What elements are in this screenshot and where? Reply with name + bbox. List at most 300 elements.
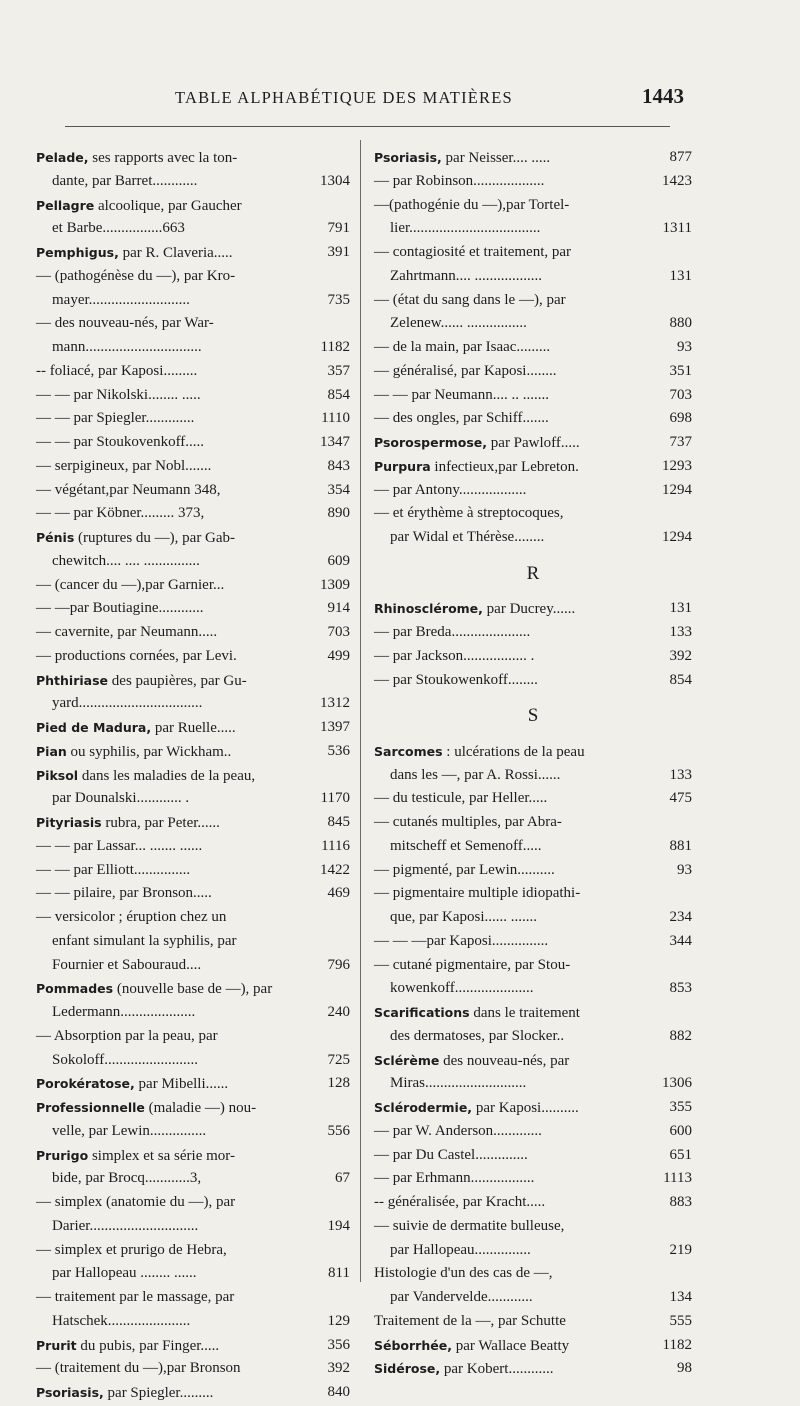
entry-text	[374, 170, 544, 194]
entry-text	[52, 692, 202, 716]
entry-text	[36, 194, 242, 219]
entry-text	[390, 977, 533, 1001]
index-entry	[36, 431, 350, 455]
entry-page-number: 1113	[663, 1170, 692, 1187]
entry-text	[374, 930, 548, 954]
entry-body: — — par Elliott...............	[36, 861, 191, 878]
index-entry	[374, 265, 692, 289]
entry-text	[52, 170, 197, 194]
entry-body: — par Antony..................	[374, 481, 527, 498]
entry-page-number: 1304	[320, 172, 350, 189]
section-letter: R	[526, 562, 540, 584]
entry-body: — contagiosité et traitement, par	[374, 244, 572, 260]
entry-body: Zahrtmann.... ..................	[390, 267, 543, 284]
entry-page-number: 735	[327, 291, 350, 308]
index-entry	[36, 479, 350, 503]
entry-text	[390, 835, 542, 859]
entry-text	[36, 977, 272, 1002]
index-entry	[36, 597, 350, 621]
entry-text	[390, 1072, 526, 1096]
entry-body: -- généralisée, par Kracht.....	[374, 1194, 546, 1210]
index-entry	[374, 954, 692, 978]
entry-page-number: 354	[327, 481, 350, 498]
entry-body: mitscheff et Semenoff.....	[390, 837, 542, 854]
entry-text	[52, 1049, 198, 1073]
entry-page-number: 703	[327, 624, 350, 640]
entry-body: — par Robinson...................	[374, 172, 545, 189]
entry-page-number: 536	[327, 742, 350, 759]
entry-text	[374, 1191, 545, 1215]
index-entry	[36, 835, 350, 859]
entry-body: Fournier et Sabouraud....	[52, 956, 202, 973]
entry-body: Zelenew...... ................	[390, 315, 527, 332]
entry-text	[52, 1262, 197, 1286]
entry-text	[36, 312, 214, 336]
index-entry	[374, 740, 692, 764]
entry-body: — par W. Anderson.............	[374, 1122, 542, 1139]
entry-text	[374, 479, 526, 503]
entry-body: par Dounalski............ .	[52, 790, 190, 807]
entry-heading: Piksol	[36, 767, 79, 783]
entry-body: par Neisser.... .....	[441, 150, 551, 166]
entry-page-number: 98	[677, 1360, 692, 1377]
entry-heading: Rhinosclérome,	[374, 601, 483, 617]
index-entry	[374, 1310, 692, 1334]
entry-page-number: 234	[669, 909, 692, 925]
index-entry	[36, 1120, 350, 1144]
entry-page-number: 791	[327, 220, 350, 237]
entry-page-number: 129	[327, 1312, 350, 1329]
entry-page-number: 1347	[320, 434, 350, 450]
entry-body: — cavernite, par Neumann.....	[36, 624, 218, 640]
entry-heading: Pellagre	[36, 197, 95, 213]
index-entry	[374, 669, 692, 693]
index-entry	[36, 645, 350, 669]
index-entry	[374, 241, 692, 265]
entry-body: ses rapports avec la ton-	[88, 150, 238, 166]
index-entry	[36, 407, 350, 431]
entry-text	[374, 787, 547, 811]
entry-page-number: 737	[669, 434, 692, 450]
entry-text	[52, 1167, 201, 1191]
entry-body: — simplex et prurigo de Hebra,	[36, 1241, 227, 1258]
entry-text	[36, 502, 204, 526]
entry-text	[52, 1215, 198, 1239]
index-entry	[36, 1286, 350, 1310]
entry-text	[52, 1001, 195, 1025]
entry-text	[374, 954, 570, 978]
index-entry	[374, 1025, 692, 1049]
entry-body: des dermatoses, par Slocker..	[390, 1027, 565, 1044]
entry-page-number: 811	[328, 1265, 350, 1282]
entry-body: Histologie d'un des cas de —,	[374, 1265, 553, 1282]
entry-page-number: 1311	[662, 220, 692, 237]
entry-page-number: 914	[327, 600, 350, 617]
entry-page-number: 651	[669, 1146, 692, 1163]
index-entry	[36, 194, 350, 218]
index-entry	[374, 431, 692, 455]
index-entry	[36, 1334, 350, 1358]
entry-page-number: 475	[669, 790, 692, 807]
index-entry	[36, 170, 350, 194]
index-entry	[374, 621, 692, 645]
index-entry	[36, 502, 350, 526]
entry-text	[36, 1381, 213, 1406]
entry-page-number: 355	[669, 1099, 692, 1115]
entry-text	[36, 1144, 235, 1169]
section-letter: S	[527, 705, 539, 727]
index-entry	[36, 740, 350, 764]
entry-page-number: 883	[669, 1194, 692, 1210]
entry-body: par Wallace Beatty	[451, 1337, 570, 1354]
entry-text	[36, 407, 194, 431]
entry-body: par Widal et Thérèse........	[390, 529, 545, 545]
entry-page-number: 134	[669, 1289, 692, 1305]
entry-text	[36, 597, 203, 621]
index-entry	[36, 1381, 350, 1405]
entry-text	[36, 621, 217, 645]
entry-body: — — par Nikolski........ .....	[36, 386, 201, 403]
entry-text	[36, 740, 231, 765]
page-header	[0, 84, 800, 114]
index-entry	[374, 526, 692, 550]
entry-text	[374, 384, 549, 408]
entry-body: — pigmentaire multiple idiopathi-	[374, 885, 581, 902]
entry-body: — — par Neumann.... .. .......	[374, 386, 549, 403]
entry-page-number: 881	[669, 837, 692, 854]
index-entry	[36, 716, 350, 740]
entry-body: — par Breda.....................	[374, 624, 531, 640]
entry-body: Darier.............................	[52, 1217, 199, 1234]
entry-heading: Phthiriase	[36, 672, 109, 688]
entry-text	[36, 526, 235, 551]
entry-page-number: 93	[677, 861, 692, 878]
page-number: 1443	[642, 84, 684, 108]
entry-body: — des ongles, par Schiff.......	[374, 410, 549, 427]
entry-text	[374, 1167, 534, 1191]
entry-heading: Prurigo	[36, 1147, 89, 1163]
entry-heading: Psoriasis,	[36, 1385, 104, 1400]
entry-page-number: 1423	[662, 172, 692, 189]
entry-text	[374, 1049, 569, 1074]
index-entry	[374, 1049, 692, 1073]
entry-page-number: 344	[669, 932, 692, 949]
entry-body: — généralisé, par Kaposi........	[374, 362, 557, 379]
index-entry	[36, 289, 350, 313]
entry-text	[36, 1191, 235, 1215]
entry-text	[36, 360, 197, 384]
entry-body: bide, par Brocq............3,	[52, 1170, 202, 1187]
index-entry	[36, 146, 350, 170]
entry-body: — et érythème à streptocoques,	[374, 505, 564, 522]
entry-text	[374, 669, 538, 693]
entry-heading: Pied de Madura,	[36, 720, 152, 735]
index-entry	[374, 217, 692, 241]
entry-text	[374, 1120, 542, 1144]
entry-text	[52, 550, 200, 574]
entry-page-number: 556	[327, 1122, 350, 1139]
index-entry	[36, 550, 350, 574]
entry-body: (ruptures du —), par Gab-	[74, 530, 236, 546]
entry-body: — traitement par le massage, par	[36, 1289, 235, 1305]
entry-heading: Sidérose,	[374, 1361, 441, 1377]
entry-text	[390, 1286, 533, 1310]
index-entry	[374, 645, 692, 669]
index-entry	[374, 384, 692, 408]
entry-text	[374, 146, 550, 171]
index-entry	[36, 764, 350, 788]
index-entry	[36, 1310, 350, 1334]
entry-text	[374, 336, 550, 360]
entry-body: — végétant,par Neumann 348,	[36, 481, 221, 498]
entry-body: — serpigineux, par Nobl.......	[36, 457, 212, 474]
entry-heading: Purpura	[374, 458, 431, 474]
entry-text	[390, 526, 544, 550]
entry-body: — simplex (anatomie du —), par	[36, 1194, 236, 1210]
entry-heading: Pityriasis	[36, 815, 102, 830]
entry-page-number: 882	[669, 1027, 692, 1044]
entry-page-number: 1110	[321, 410, 350, 427]
entry-body: Miras...........................	[390, 1075, 527, 1092]
entry-body: par Kobert............	[440, 1361, 554, 1378]
entry-page-number: 131	[669, 600, 692, 617]
entry-body: — cutanés multiples, par Abra-	[374, 814, 562, 830]
index-entry	[374, 479, 692, 503]
entry-body: — par Stoukowenkoff........	[374, 671, 538, 688]
entry-body: — — —par Kaposi...............	[374, 932, 549, 949]
entry-text	[36, 1025, 218, 1049]
entry-body: des paupières, par Gu-	[108, 672, 247, 689]
entry-text	[374, 1144, 528, 1168]
index-entry	[36, 1001, 350, 1025]
entry-page-number: 1397	[320, 719, 350, 735]
entry-text	[374, 740, 585, 765]
entry-heading: Porokératose,	[36, 1076, 135, 1092]
index-entry	[36, 1167, 350, 1191]
index-entry	[36, 977, 350, 1001]
entry-body: (maladie —) nou-	[144, 1100, 257, 1116]
entry-heading: Prurit	[36, 1337, 77, 1353]
index-entry	[36, 336, 350, 360]
index-entry	[374, 859, 692, 883]
entry-text	[36, 669, 247, 694]
index-entry	[374, 1334, 692, 1358]
entry-page-number: 1294	[662, 481, 692, 498]
entry-heading: Sarcomes	[374, 743, 443, 759]
entry-text	[36, 1334, 219, 1359]
index-entry	[374, 1286, 692, 1310]
entry-text	[36, 241, 233, 266]
entry-body: yard.................................	[52, 695, 203, 712]
entry-text	[374, 621, 530, 645]
entry-heading: Sclérodermie,	[374, 1100, 473, 1115]
index-entry	[36, 692, 350, 716]
entry-text	[374, 1096, 579, 1121]
entry-text	[374, 1215, 564, 1239]
entry-text	[374, 882, 580, 906]
index-entry	[374, 1167, 692, 1191]
index-entry	[374, 882, 692, 906]
entry-text	[390, 1239, 531, 1263]
entry-page-number: 555	[669, 1312, 692, 1329]
index-entry	[374, 1120, 692, 1144]
entry-body: dans les —, par A. Rossi......	[390, 766, 561, 783]
index-entry	[36, 1072, 350, 1096]
index-entry	[36, 954, 350, 978]
entry-text	[374, 289, 566, 313]
entry-body: alcoolique, par Gaucher	[94, 197, 242, 214]
index-entry	[36, 669, 350, 693]
index-entry	[36, 1357, 350, 1381]
entry-text	[52, 217, 185, 241]
entry-body: —(pathogénie du —),par Tortel-	[374, 196, 570, 213]
entry-body: par Ruelle.....	[151, 720, 236, 736]
entry-body: enfant simulant la syphilis, par	[52, 932, 237, 949]
entry-text	[390, 265, 542, 289]
index-entry	[374, 1215, 692, 1239]
entry-text	[52, 930, 237, 954]
entry-page-number: 890	[327, 505, 350, 522]
index-entry	[374, 835, 692, 859]
index-entry	[36, 1144, 350, 1168]
entry-page-number: 877	[669, 149, 692, 165]
entry-page-number: 128	[327, 1075, 350, 1092]
entry-body: par Spiegler.........	[103, 1385, 214, 1401]
index-entry	[36, 859, 350, 883]
index-entry	[36, 930, 350, 954]
entry-text	[36, 716, 236, 741]
entry-body: — cutané pigmentaire, par Stou-	[374, 956, 571, 973]
index-entry	[374, 1096, 692, 1120]
entry-heading: Pénis	[36, 530, 75, 545]
entry-page-number: 840	[327, 1384, 350, 1400]
entry-body: par Mibelli......	[134, 1076, 229, 1093]
index-entry	[374, 194, 692, 218]
entry-text	[36, 1357, 241, 1381]
index-entry	[36, 811, 350, 835]
index-entry	[374, 764, 692, 788]
entry-text	[52, 954, 201, 978]
entry-text	[36, 574, 224, 598]
entry-body: mayer...........................	[52, 291, 190, 308]
entry-text	[374, 859, 555, 883]
index-entry	[36, 312, 350, 336]
entry-text	[36, 645, 237, 669]
index-entry	[374, 502, 692, 526]
entry-page-number: 609	[327, 552, 350, 569]
entry-page-number: 392	[669, 647, 692, 664]
entry-page-number: 854	[327, 386, 350, 403]
entry-page-number: 194	[327, 1217, 350, 1234]
entry-text	[390, 312, 527, 336]
entry-body: — — pilaire, par Bronson.....	[36, 885, 212, 902]
index-entry	[374, 312, 692, 336]
index-entry	[374, 146, 692, 170]
entry-page-number: 703	[669, 386, 692, 403]
entry-text	[374, 502, 564, 526]
entry-body: du pubis, par Finger.....	[76, 1337, 220, 1354]
entry-page-number: 843	[327, 457, 350, 474]
entry-body: rubra, par Peter......	[101, 815, 220, 831]
index-entry	[374, 336, 692, 360]
index-entry	[374, 1001, 692, 1025]
index-entry	[374, 289, 692, 313]
entry-body: Ledermann....................	[52, 1004, 196, 1020]
entry-body: Sokoloff.........................	[52, 1051, 198, 1068]
entry-text	[374, 1357, 553, 1382]
entry-text	[374, 194, 569, 218]
entry-body: — — par Spiegler.............	[36, 410, 195, 427]
index-entry	[36, 384, 350, 408]
index-entry	[374, 1072, 692, 1096]
entry-text	[36, 1096, 256, 1121]
entry-body: — (pathogénèse du —), par Kro-	[36, 267, 236, 284]
page-title: TABLE ALPHABÉTIQUE DES MATIÈRES	[175, 88, 513, 107]
index-entry	[374, 597, 692, 621]
entry-page-number: 880	[669, 315, 692, 332]
index-entry	[36, 621, 350, 645]
entry-body: — pigmenté, par Lewin..........	[374, 861, 555, 878]
entry-body: — par Du Castel..............	[374, 1146, 528, 1163]
entry-body: dante, par Barret............	[52, 172, 198, 189]
index-entry	[36, 360, 350, 384]
entry-body: Traitement de la —, par Schutte	[374, 1312, 566, 1329]
entry-heading: Pemphigus,	[36, 245, 119, 260]
index-entry	[374, 906, 692, 930]
entry-text	[36, 835, 202, 859]
index-entry	[36, 217, 350, 241]
entry-body: mann...............................	[52, 339, 202, 355]
entry-body: -- foliacé, par Kaposi.........	[36, 362, 198, 379]
index-entry	[374, 1144, 692, 1168]
entry-text	[36, 859, 190, 883]
index-entry	[36, 882, 350, 906]
index-entry	[36, 526, 350, 550]
entry-page-number: 1182	[320, 339, 350, 355]
entry-page-number: 133	[669, 766, 692, 783]
entry-text	[374, 645, 534, 669]
entry-page-number: 133	[669, 624, 692, 640]
entry-body: kowenkoff.....................	[390, 980, 534, 997]
entry-text	[52, 787, 189, 811]
entry-body: — Absorption par la peau, par	[36, 1027, 218, 1044]
entry-body: — — par Stoukovenkoff.....	[36, 434, 205, 450]
entry-body: — (traitement du —),par Bronson	[36, 1360, 241, 1377]
index-entry	[36, 906, 350, 930]
right-column	[374, 146, 692, 1381]
entry-text	[374, 1334, 569, 1359]
entry-text	[52, 1310, 190, 1334]
index-entry	[36, 1191, 350, 1215]
column-separator	[360, 140, 361, 1282]
index-entry	[374, 1262, 692, 1286]
entry-text	[374, 1001, 580, 1026]
index-entry	[374, 811, 692, 835]
entry-text	[390, 1025, 564, 1049]
index-entry	[36, 787, 350, 811]
entry-page-number: 853	[669, 980, 692, 997]
entry-text	[36, 479, 221, 503]
entry-text	[36, 1286, 234, 1310]
entry-heading: Pian	[36, 743, 67, 759]
entry-body: (nouvelle base de —), par	[113, 981, 273, 998]
entry-page-number: 796	[327, 956, 350, 973]
entry-heading: Pelade,	[36, 150, 89, 165]
entry-text	[390, 217, 540, 241]
entry-page-number: 469	[327, 885, 350, 902]
entry-page-number: 240	[327, 1004, 350, 1020]
entry-page-number: 1116	[321, 837, 350, 854]
